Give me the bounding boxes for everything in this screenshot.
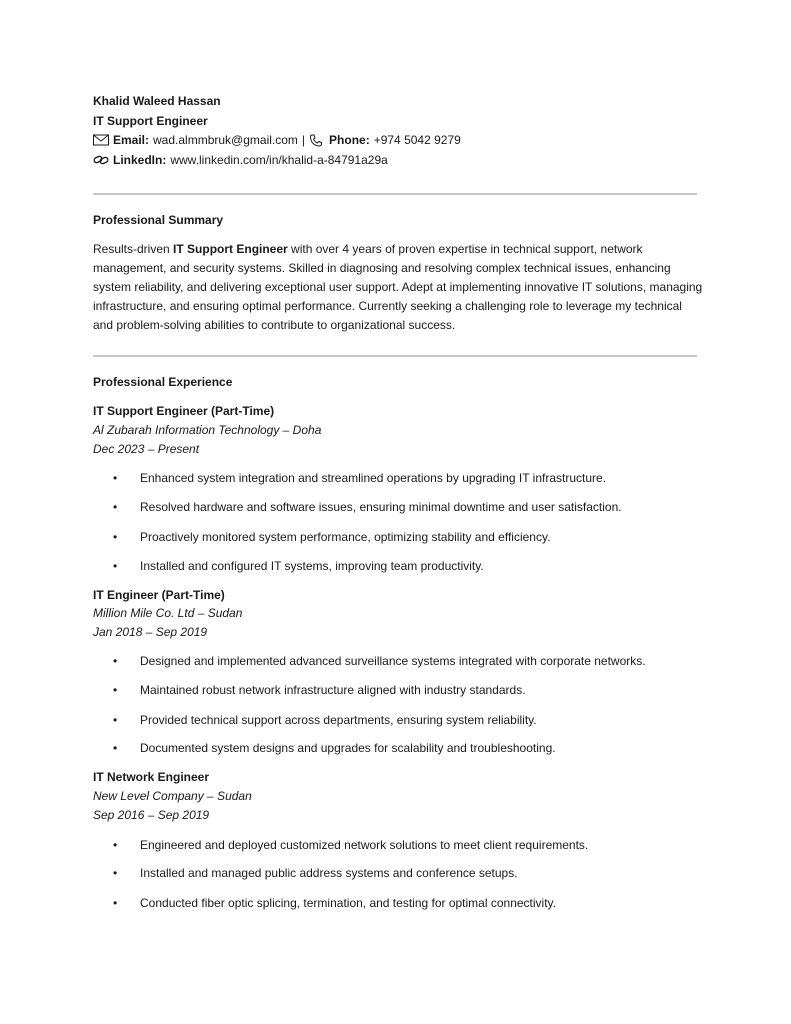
bullet-glyph: • bbox=[113, 741, 118, 755]
bullet-glyph: • bbox=[113, 838, 118, 852]
bullet-item bbox=[113, 471, 606, 485]
divider bbox=[93, 355, 697, 357]
bullet-text: Proactively monitored system performance, optimizing stability and efficiency. bbox=[140, 530, 551, 544]
bullet-item bbox=[113, 713, 537, 727]
bullet-item bbox=[113, 530, 550, 544]
email-value[interactable]: wad.almmbruk@gmail.com bbox=[153, 133, 298, 147]
summary-lead: Results-driven bbox=[93, 242, 174, 256]
job-dates: Jan 2018 – Sep 2019 bbox=[93, 625, 208, 639]
summary-heading: Professional Summary bbox=[93, 213, 224, 227]
phone-label: Phone: bbox=[329, 133, 370, 147]
summary-role: IT Support Engineer bbox=[173, 242, 288, 256]
summary-paragraph bbox=[93, 240, 703, 335]
linkedin-line bbox=[93, 153, 388, 167]
bullet-text: Provided technical support across departments, ensuring system reliability. bbox=[140, 713, 537, 727]
bullet-item bbox=[113, 896, 556, 910]
bullet-glyph: • bbox=[113, 471, 118, 485]
contact-separator: | bbox=[301, 133, 306, 147]
candidate-title: IT Support Engineer bbox=[93, 114, 208, 128]
bullet-text: Conducted fiber optic splicing, termination, and testing for optimal connectivity. bbox=[140, 896, 556, 910]
bullet-item bbox=[113, 559, 484, 573]
bullet-item bbox=[113, 500, 622, 514]
job-dates: Sep 2016 – Sep 2019 bbox=[93, 808, 210, 822]
bullet-text: Documented system designs and upgrades for scalability and troubleshooting. bbox=[140, 741, 556, 755]
job-title: IT Support Engineer (Part-Time) bbox=[93, 404, 275, 418]
bullet-item bbox=[113, 838, 588, 852]
email-label: Email: bbox=[113, 133, 150, 147]
experience-heading: Professional Experience bbox=[93, 375, 233, 389]
bullet-glyph: • bbox=[113, 530, 118, 544]
bullet-text: Enhanced system integration and streamlined operations by upgrading IT infrastructure. bbox=[140, 471, 607, 485]
job-company: Al Zubarah Information Technology – Doha bbox=[93, 423, 322, 437]
candidate-name: Khalid Waleed Hassan bbox=[93, 94, 221, 108]
summary-text: with over 4 years of proven expertise in technical support, network management, and security systems. Skilled in diagnosing and resolving complex technical issues, enhancing system reliability, and delivering exceptional user support. Adept at implementing innovative IT solutions, managing infrastructure, and ensuring optimal performance. Currently seeking a challenging role to leverage my technical and problem-solving abilities to contribute to organizational success. bbox=[93, 242, 703, 332]
envelope-icon bbox=[93, 134, 109, 146]
bullet-text: Installed and managed public address systems and conference setups. bbox=[140, 866, 518, 880]
bullet-text: Resolved hardware and software issues, ensuring minimal downtime and user satisfaction. bbox=[140, 500, 622, 514]
bullet-glyph: • bbox=[113, 500, 118, 514]
job-title: IT Engineer (Part-Time) bbox=[93, 588, 225, 602]
job-company: New Level Company – Sudan bbox=[93, 789, 252, 803]
contact-line bbox=[93, 133, 461, 147]
linkedin-label: LinkedIn: bbox=[113, 153, 167, 167]
bullet-text: Designed and implemented advanced surveillance systems integrated with corporate networks. bbox=[140, 654, 646, 668]
divider bbox=[93, 193, 697, 195]
job-company: Million Mile Co. Ltd – Sudan bbox=[93, 606, 243, 620]
bullet-glyph: • bbox=[113, 866, 118, 880]
bullet-item bbox=[113, 866, 518, 880]
bullet-glyph: • bbox=[113, 713, 118, 727]
bullet-item bbox=[113, 683, 526, 697]
phone-icon bbox=[309, 134, 325, 146]
bullet-item bbox=[113, 654, 646, 668]
bullet-glyph: • bbox=[113, 559, 118, 573]
linkedin-value[interactable]: www.linkedin.com/in/khalid-a-84791a29a bbox=[170, 153, 388, 167]
phone-value[interactable]: +974 5042 9279 bbox=[373, 133, 461, 147]
bullet-text: Engineered and deployed customized network solutions to meet client requirements. bbox=[140, 838, 589, 852]
job-title: IT Network Engineer bbox=[93, 770, 210, 784]
bullet-text: Installed and configured IT systems, improving team productivity. bbox=[140, 559, 484, 573]
job-dates: Dec 2023 – Present bbox=[93, 442, 200, 456]
bullet-text: Maintained robust network infrastructure aligned with industry standards. bbox=[140, 683, 526, 697]
bullet-item bbox=[113, 741, 556, 755]
bullet-glyph: • bbox=[113, 896, 118, 910]
link-icon bbox=[93, 154, 109, 166]
bullet-glyph: • bbox=[113, 683, 118, 697]
bullet-glyph: • bbox=[113, 654, 118, 668]
